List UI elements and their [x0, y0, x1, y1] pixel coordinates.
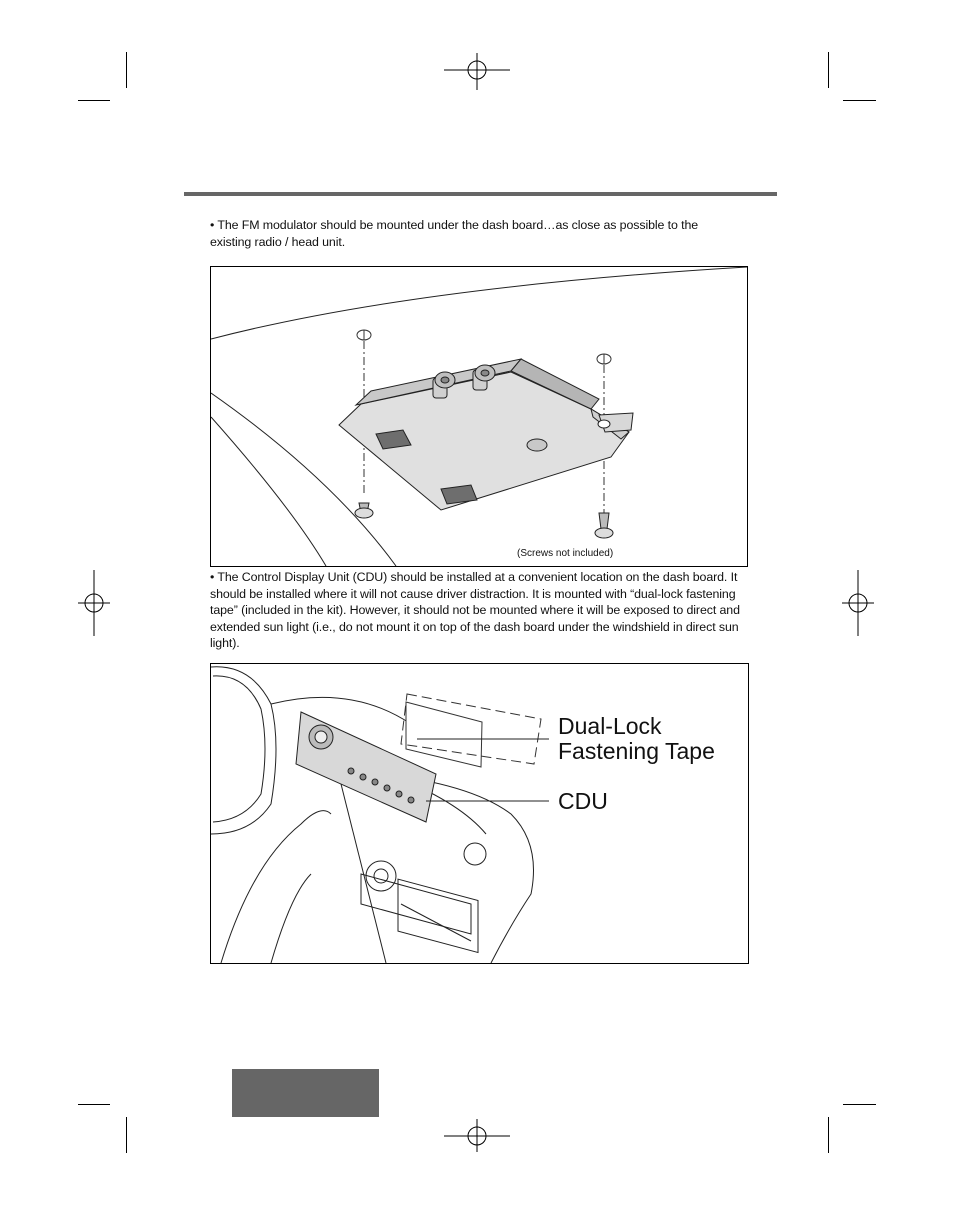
- tape-label-line2: Fastening Tape: [558, 738, 715, 764]
- cdu-illustration: [211, 664, 748, 963]
- page-tab: [232, 1069, 379, 1117]
- fm-modulator-figure: [210, 266, 748, 567]
- fm-modulator-paragraph: • The FM modulator should be mounted under the dash board…as close as possible to the existing radio / head unit.: [210, 218, 699, 249]
- cdu-label: CDU: [558, 788, 608, 814]
- tape-label-line1: Dual-Lock: [558, 713, 662, 739]
- header-rule: [184, 192, 777, 196]
- screws-caption: (Screws not included): [517, 548, 614, 559]
- cdu-paragraph: • The Control Display Unit (CDU) should be installed at a convenient location on the dash board. It should be installed where it will not cause driver distraction. It is mounted with “dual-lock fastening tape” (included in the kit). However, it should not be mounted where it will be exposed to direct and extended sun light (i.e., do not mount it on top of the dash board under the windshield in direct sun light).: [210, 570, 740, 650]
- cdu-figure: [210, 663, 749, 964]
- fm-modulator-illustration: [211, 267, 747, 566]
